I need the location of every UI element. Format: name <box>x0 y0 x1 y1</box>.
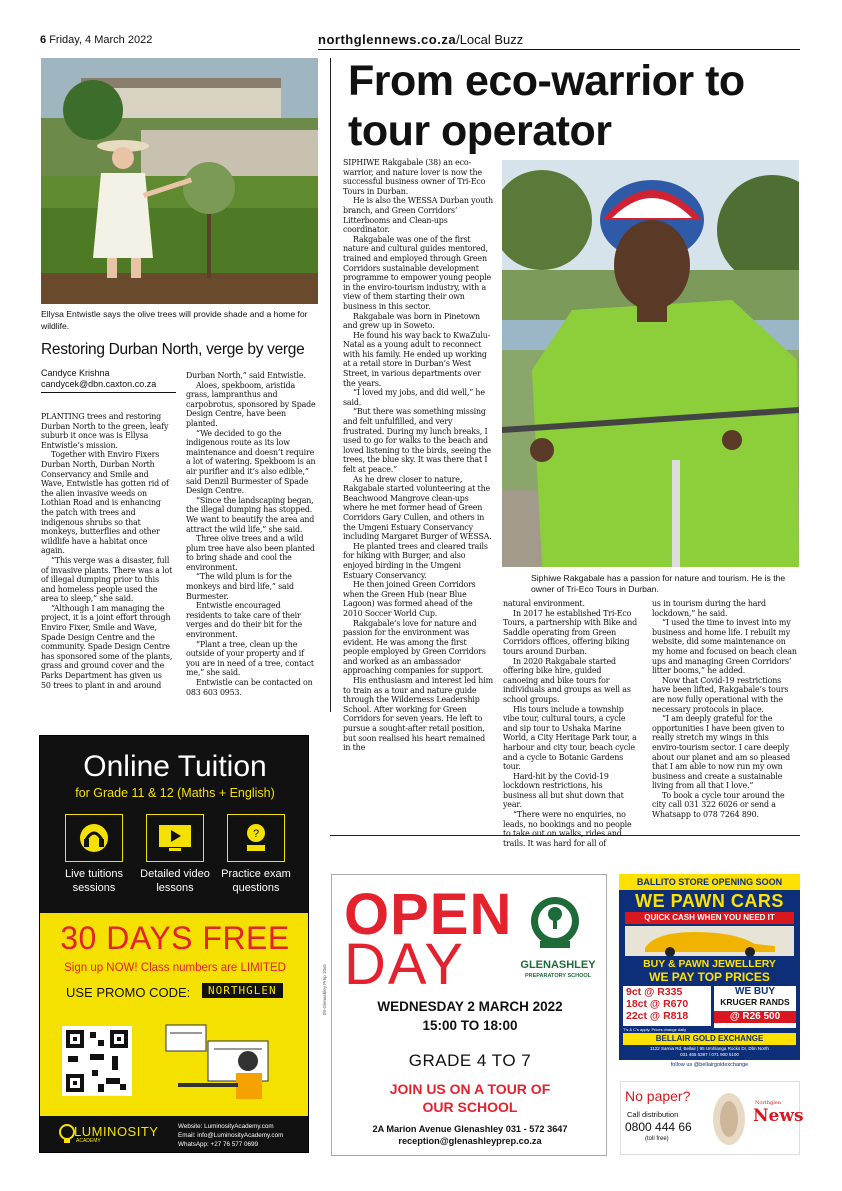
ad-online-tuition[interactable] <box>39 735 309 1153</box>
bellair-address: 1122 Sarnia Rd, Bellair | 95 Umhlanga Rocks Dr, Dbn North <box>650 1046 769 1051</box>
author-name: Candyce Krishna <box>41 368 110 378</box>
open-day-join <box>332 1080 608 1116</box>
page-date: Friday, 4 March 2022 <box>49 34 153 46</box>
feature-exam-questions: Practice exam questions <box>221 868 291 894</box>
kruger-rands: KRUGER RANDS <box>720 997 790 1007</box>
photo-cyclist-with-helmet <box>502 160 799 567</box>
paragraph: His tours include a township vibe tour, cultural tours, a cycle and sip tour to Ushaka Marine World, a City Heritage Park tour, a harbour and city tour, beach cycle and a cycle to Botanic Gardens tour. <box>503 704 637 772</box>
distribution-number[interactable]: 0800 444 66 <box>625 1120 692 1134</box>
promo-label: USE PROMO CODE: <box>66 985 191 1000</box>
svg-text:?: ? <box>252 828 260 840</box>
open-day-contacts <box>332 1123 608 1147</box>
paragraph: “But there was something missing and felt unfulfilled, and very frustrated. During my lunch breaks, I used to go for walks to the beach and loved listening to the birds, seeing the trees, the blue sky. It was there that I felt at peace.” <box>343 407 491 474</box>
article-column-b <box>186 371 318 697</box>
paragraph: Hard-hit by the Covid-19 lockdown restrictions, his business all but shut down that year. <box>503 771 624 810</box>
article-column-c <box>343 158 493 753</box>
paragraph: He is also the WESSA Durban youth branch, and Green Corridors’ Litterbooms and Clean-ups coordinator. <box>343 196 493 235</box>
open-day-time: 15:00 TO 18:00 <box>422 1018 518 1033</box>
no-paper-question: No paper? <box>625 1088 691 1104</box>
news-brand-pre: Northglen <box>755 1100 781 1106</box>
terms: T’s & C’s apply. Prices change daily <box>623 1027 687 1032</box>
author-email[interactable]: candycek@dbn.caxton.co.za <box>41 379 157 389</box>
paragraph: Aloes, spekboom, aristida grass, lampranthus and carpobrotus, sponsored by Spade Design Centre, have been planted. <box>186 380 316 428</box>
video-lesson-icon <box>146 814 204 862</box>
paragraph: “This verge was a disaster, full of invasive plants. There was a lot of illegal dumping prior to this and homeless people used the area to sleep,” she said. <box>41 555 173 604</box>
article-column-e <box>652 599 797 820</box>
promo-code[interactable]: NORTHGLEN <box>202 983 283 998</box>
ad-no-paper[interactable] <box>620 1081 804 1155</box>
photo-woman-planting-trees <box>41 58 318 304</box>
article-column-a <box>41 412 173 690</box>
buy-pawn-jewellery: BUY & PAWN JEWELLERY <box>643 958 776 970</box>
paragraph: “The wild plum is for the monkeys and bird life,” said Burmester. <box>186 572 294 601</box>
school-email[interactable]: reception@glenashleyprep.co.za <box>398 1136 542 1146</box>
byline <box>41 368 176 393</box>
store-opening-banner: BALLITO STORE OPENING SOON <box>619 874 800 890</box>
paragraph: His enthusiasm and interest led him to train as a tour and nature guide through the Wilderness Leadership School. After working for Green Corridors for seven years. He left to pursue a sought-after retail position, but soon realised his heart remained in the <box>343 676 493 753</box>
kruger-panel <box>714 986 796 1028</box>
paragraph: Now that Covid-19 restrictions have been lifted, Rakgabale’s tours are now fully operational with the necessary protocols in place. <box>652 675 789 714</box>
photo-caption-rakgabale: Siphiwe Rakgabale has a passion for nature and tourism. He is the owner of Tri-Eco Tours in Durban. <box>531 573 786 594</box>
news-brand: News <box>753 1106 804 1126</box>
offer-30-days: 30 DAYS FREE <box>60 920 290 956</box>
headset-icon <box>65 814 123 862</box>
paragraph: In 2020 Rakgabale started offering bike hire, guided canoeing and bike tours for individuals and groups as well as school groups. <box>503 656 631 704</box>
signup-text: Sign up NOW! Class numbers are LIMITED <box>64 962 286 974</box>
headline-eco-warrior: From eco-warrior to tour operator <box>348 57 745 155</box>
ad-open-day[interactable] <box>322 874 607 1156</box>
top-prices: WE PAY TOP PRICES <box>649 970 770 984</box>
paragraph: us in tourism during the hard lockdown,” he said. <box>652 599 766 618</box>
quick-cash-strip: QUICK CASH WHEN YOU NEED IT <box>625 912 794 924</box>
price-9ct: 9ct @ R335 <box>626 986 683 998</box>
paragraph: SIPHIWE Rakgabale (38) an eco-warrior, and nature lover is now the successful business owner of Tri-Eco Tours in Durban. <box>343 158 486 196</box>
paragraph: He then joined Green Corridors when the Green Hub (near Blue Lagoon) was formed ahead of the 2010 Soccer World Cup. <box>343 580 476 618</box>
headline-restoring-durban-north: Restoring Durban North, verge by verge <box>41 341 305 358</box>
paragraph: “Plant a tree, clean up the outside of your property and if you are in need of a tree, contact me,” she said. <box>186 639 314 678</box>
we-buy: WE BUY <box>735 986 775 997</box>
pawn-cars-headline: WE PAWN CARS <box>635 891 784 911</box>
ad-bellair-gold-exchange[interactable] <box>619 874 800 1070</box>
paragraph: “I am deeply grateful for the opportunities I have been given to really stretch my wings in this enviro-tourism sector. I care deeply about our planet and am so pleased that I am able to now run my own business and create a sustainable living from all that I love.” <box>652 714 791 791</box>
paragraph: Entwistle can be contacted on 083 603 0953. <box>186 678 313 697</box>
qr-code[interactable] <box>62 1026 132 1096</box>
open-day-title-1: OPEN <box>344 882 513 947</box>
tuition-email[interactable]: Email: info@LuminosityAcademy.com <box>178 1132 284 1139</box>
feature-live-tuition: Live tuitions sessions <box>64 868 124 894</box>
school-name: GLENASHLEY <box>520 959 596 971</box>
site-name: northglennews.co.za <box>318 32 457 47</box>
paragraph: Rakgabale’s love for nature and passion for the environment was evident. He was among the first people employed by Green Corridors and worked as an ambassador approaching companies for support. <box>343 618 486 676</box>
paragraph: natural environment. <box>503 599 585 608</box>
gold-price-panel <box>623 986 711 1026</box>
open-day-grades: GRADE 4 TO 7 <box>408 1051 532 1070</box>
paragraph: “I loved my jobs, and did well,” he said. <box>343 388 485 407</box>
tuition-title: Online Tuition <box>83 750 267 783</box>
paragraph: “I used the time to invest into my business and home life. I rebuilt my website, did some maintenance on my home and focused on beach clean ups and managing Green Corridors’ litter booms,” he added. <box>652 618 797 676</box>
paragraph: PLANTING trees and restoring Durban North to the green, leafy suburb it once was is Ellysa Entwistle’s mission. <box>41 412 169 450</box>
paragraph: Durban North,” said Entwistle. <box>186 371 306 380</box>
open-day-date: WEDNESDAY 2 MARCH 2022 <box>377 999 563 1014</box>
paragraph: “Since the landscaping began, the illegal dumping has stopped. We want to beautify the area and attract the wild life,” she said. <box>186 495 315 534</box>
tuition-subtitle: for Grade 11 & 12 (Maths + English) <box>75 786 275 800</box>
tuition-contacts <box>178 1122 283 1149</box>
car-image <box>625 926 794 956</box>
paragraph: “We decided to go the indigenous route as its low maintenance and doesn’t require a lot of watering. Spekboom is an air purifier and it’s also edible,” said Denzil Burmester of Spade Design Centre. <box>186 428 316 496</box>
paragraph: “There were no enquiries, no leads, no bookings and no people to take out on walks, rides and trails. It was hard for all of <box>503 810 632 848</box>
paragraph: In 2017 he established Tri-Eco Tours, a partnership with Bike and Saddle operating from Green Corridors offices, offering biking tours around Durban. <box>503 608 638 656</box>
price-18ct: 18ct @ R670 <box>626 998 689 1010</box>
question-icon <box>227 814 285 862</box>
article-column-d <box>503 599 638 848</box>
tuition-whatsapp[interactable]: WhatsApp: +27 76 577 0699 <box>178 1141 258 1148</box>
paragraph: To book a cycle tour around the city call 031 322 6026 or send a Whatsapp to 078 7264 890. <box>652 790 785 820</box>
section-name: /Local Buzz <box>456 32 524 47</box>
paragraph: Rakgabale was born in Pinetown and grew up in Soweto. <box>343 311 480 331</box>
photo-caption-entwistle: Ellysa Entwistle says the olive trees will provide shade and a home for wildlife. <box>41 309 308 331</box>
paragraph: Three olive trees and a wild plum tree have also been planted to bring shade and cool the environment. <box>186 534 315 572</box>
column-divider <box>330 58 331 712</box>
paragraph: He planted trees and cleared trails for hiking with Burger, and also enjoyed birding in the Umgeni Estuary Conservancy. <box>343 541 488 580</box>
open-day-title-2: DAY <box>344 932 465 997</box>
price-22ct: 22ct @ R818 <box>626 1010 689 1022</box>
bellair-phones: 031 465 5397 / 071 900 5100 <box>680 1052 739 1057</box>
luminosity-brand: LUMINOSITY <box>74 1124 159 1139</box>
school-address: 2A Marion Avenue Glenashley 031 - 572 3647 <box>372 1124 568 1134</box>
join-line-2: OUR SCHOOL <box>422 1099 518 1115</box>
tuition-website[interactable]: Website: LuminosityAcademy.com <box>178 1123 274 1130</box>
paragraph: “Although I am managing the project, it is a joint effort through Enviro Fixer, Smile and Wave, Spade Design Centre and the community. Spade Design Centre has sponsored some of the plants, grass and ground cover and the Parks Department has given us 50 trees to plant in and around <box>41 603 173 690</box>
join-line-1: JOIN US ON A TOUR OF <box>389 1081 551 1097</box>
paragraph: Entwistle encouraged residents to take care of their verges and do their bit for the environment. <box>186 601 303 640</box>
paragraph: Rakgabale was one of the first nature and cultural guides mentored, trained and employed through Green Corridors sustainable development programme to empower young people in the enviro-tourism industry, with a view of them starting their own business in this sector. <box>343 234 492 311</box>
bellair-social[interactable]: follow us @bellairgoldexchange <box>619 1060 800 1070</box>
newspaper-roll-icon <box>709 1090 749 1148</box>
page-number: 6 <box>40 34 47 46</box>
kruger-price: @ R26 500 <box>714 1011 796 1023</box>
paragraph: As he drew closer to nature, Rakgabale started volunteering at the Beachwood Mangrove clean-ups where he met former head of Green Corridors Gary Cullen, and others in the Umgeni Estuary Conservancy including Margaret Burger of WESSA. <box>343 474 492 542</box>
feature-video-lessons: Detailed video lessons <box>140 868 210 894</box>
bellair-addresses <box>619 1046 800 1058</box>
school-sub: PREPARATORY SCHOOL <box>524 973 591 979</box>
section-header <box>318 32 523 47</box>
toll-free: (toll free) <box>645 1136 669 1142</box>
ad-code: 09-Glenashley Prep 10x5 <box>322 964 327 1015</box>
paragraph: He found his way back to KwaZulu-Natal as a young adult to reconnect with his family. He ended up working at a retail store in Durban’s West Street, in various departments over the years. <box>343 330 491 388</box>
page-folio <box>40 34 152 46</box>
luminosity-brand-sub: ACADEMY <box>76 1138 101 1144</box>
bellair-brand: BELLAIR GOLD EXCHANGE <box>623 1033 796 1045</box>
call-distribution: Call distribution <box>627 1110 679 1119</box>
student-illustration <box>158 1021 288 1101</box>
header-rule <box>318 49 800 50</box>
school-crest-icon <box>528 893 582 953</box>
paragraph: Together with Enviro Fixers Durban North, Durban North Conservancy and Smile and Wave, Entwistle has gotten rid of the alien invasive weeds on Lothian Road and is enhancing the patch with trees and indigenous shrubs so that monkeys, butterflies and other wildlife have a habitat once again. <box>41 450 169 556</box>
